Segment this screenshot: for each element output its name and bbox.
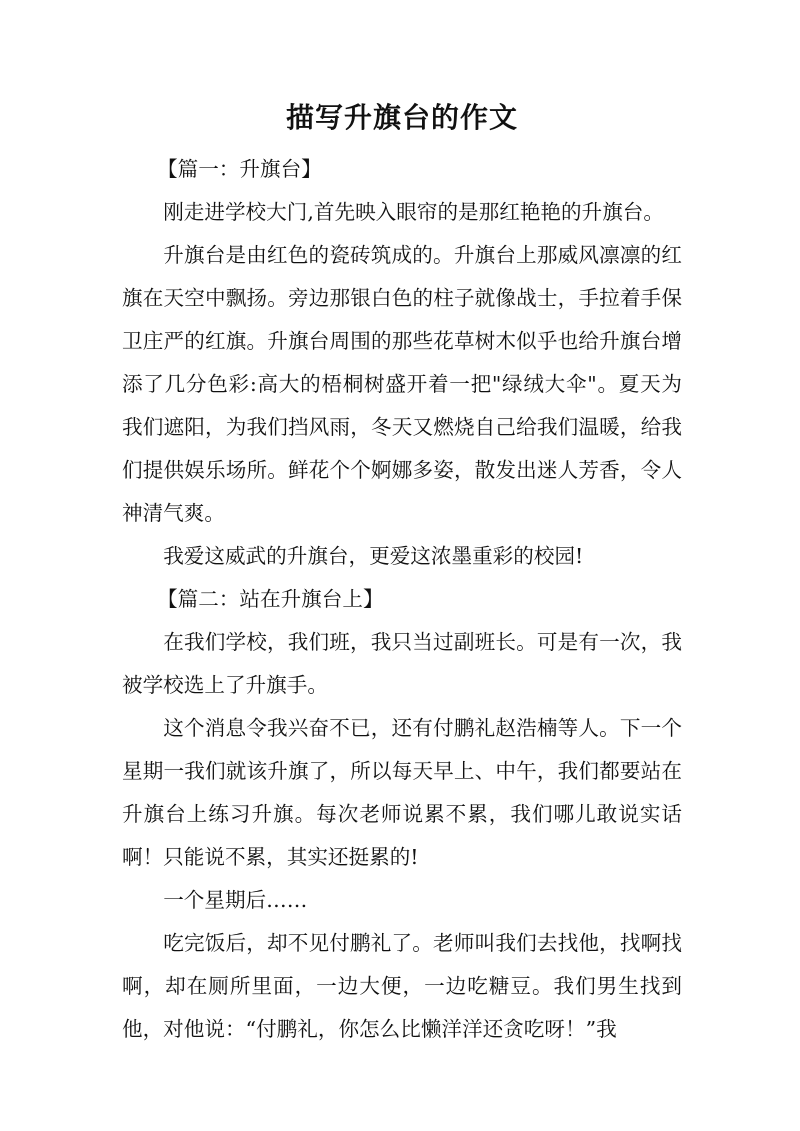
paragraph: 在我们学校，我们班，我只当过副班长。可是有一次，我被学校选上了升旗手。	[122, 630, 682, 697]
paragraph: 升旗台是由红色的瓷砖筑成的。升旗台上那威风凛凛的红旗在天空中飘扬。旁边那银白色的柱子就像战士，手拉着手保卫庄严的红旗。升旗台周围的那些花草树木似乎也给升旗台增添了几分色彩:高大的梧桐树盛开着一把"绿绒大伞"。夏天为我们遮阳，为我们挡风雨，冬天又燃烧自己给我们温暖，给我们提供娱乐场所。鲜花个个婀娜多姿，散发出迷人芳香，令人神清气爽。	[122, 243, 682, 525]
section-heading-1: 【篇一：升旗台】	[157, 157, 322, 181]
paragraph: 这个消息令我兴奋不已，还有付鹏礼赵浩楠等人。下一个星期一我们就该升旗了，所以每天早上、中午，我们都要站在升旗台上练习升旗。每次老师说累不累，我们哪儿敢说实话啊！只能说不累，其实还挺累的!	[122, 716, 682, 869]
document-page	[122, 96, 682, 1051]
paragraph: 刚走进学校大门,首先映入眼帘的是那红艳艳的升旗台。	[163, 200, 664, 224]
paragraph: 我爱这威武的升旗台，更爱这浓墨重彩的校园!	[163, 544, 584, 568]
paragraph: 吃完饭后，却不见付鹏礼了。老师叫我们去找他，找啊找啊，却在厕所里面，一边大便，一边吃糖豆。我们男生找到他，对他说：“付鹏礼，你怎么比懒洋洋还贪吃呀！”我	[122, 931, 682, 1041]
document-title: 描写升旗台的作文	[285, 101, 518, 134]
paragraph: 一个星期后……	[163, 888, 308, 912]
section-heading-2: 【篇二：站在升旗台上】	[157, 587, 384, 611]
